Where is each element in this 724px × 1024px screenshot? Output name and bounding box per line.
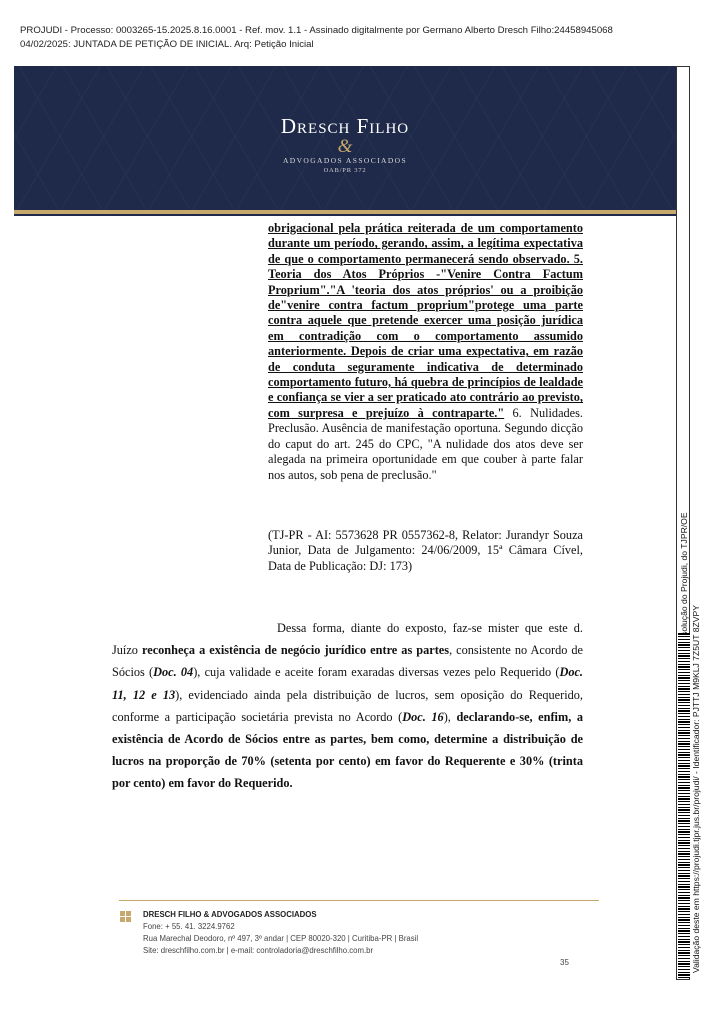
para-text-1: Dessa forma, diante do exposto, faz-se mister que este d. Juízo <box>112 621 583 658</box>
page-footer <box>143 909 603 957</box>
firm-logo-subtitle: ADVOGADOS ASSOCIADOS <box>282 156 408 165</box>
para-doc-ref-1: Doc. 04 <box>153 665 194 680</box>
footer-site-email: Site: dreschfilho.com.br | e-mail: controladoria@dreschfilho.com.br <box>143 946 374 955</box>
para-doc-ref-3: Doc. 16 <box>402 709 444 724</box>
page-number: 35 <box>560 958 569 967</box>
para-bold-1: reconheça a existência de negócio jurídico entre as partes <box>142 643 450 658</box>
request-paragraph <box>112 617 583 795</box>
firm-logo-name: Dresch Filho <box>280 114 410 138</box>
footer-logo-mark <box>120 911 138 923</box>
footer-address: Rua Marechal Deodoro, nº 497, 3º andar | CEP 80020-320 | Curitiba-PR | Brasil <box>143 934 419 943</box>
case-citation: (TJ-PR - AI: 5573628 PR 0557362-8, Relator: Jurandyr Souza Junior, Data de Julgamento: 24/06/2009, 15ª Câmara Cível, Data de Publicação: DJ: 173) <box>268 528 583 573</box>
para-text-5: ), <box>443 709 457 724</box>
barcode <box>678 633 690 978</box>
footer-divider <box>119 900 599 901</box>
digital-signature-stamp <box>20 24 660 52</box>
para-bold-2: declarando-se, enfim, a existência de Acordo de Sócios entre as partes, bem como, determine a distribuição de lucros na proporção de 70% (setenta por cento) em favor do Requerente e 30% (trinta por cento) em favor do Requerido. <box>112 709 584 791</box>
jurisprudence-quote <box>268 221 583 483</box>
footer-phone: Fone: + 55. 41. 3224.9762 <box>143 922 235 931</box>
quote-plain: 6. Nulidades. Preclusão. Ausência de manifestação oportuna. Segundo dicção do caput do art. 245 do CPC, "A nulidade dos atos deve ser alegada na primeira oportunidade em que couber à parte falar nos autos, sob pena de preclusão." <box>268 405 583 482</box>
para-text-3: ), cuja validade e aceite foram exaradas diversas vezes pelo Requerido ( <box>193 665 560 680</box>
stamp-line-1: PROJUDI - Processo: 0003265-15.2025.8.16.0001 - Ref. mov. 1.1 - Assinado digitalmente por Germano Alberto Dresch Filho:24458945068 <box>20 25 613 36</box>
stamp-line-2: 04/02/2025: JUNTADA DE PETIÇÃO DE INICIAL. Arq: Petição Inicial <box>20 39 314 50</box>
letterhead-banner <box>14 66 676 210</box>
firm-logo-ampersand: & <box>337 136 353 157</box>
sidebar-text-2: Validação deste em https://projudi.tjpr.jus.br/projudi/ - Identificador: PJTTJ M9KLJ 7Z5UT 8ZVPY <box>691 605 701 973</box>
firm-oab-number: OAB/PR 372 <box>323 167 367 174</box>
banner-navy-line <box>14 214 676 216</box>
para-doc-ref-2: Doc. 11, 12 e 13 <box>112 665 583 702</box>
para-text-2: , consistente no Acordo de Sócios ( <box>112 643 584 680</box>
para-text-4: ), evidenciado ainda pela distribuição de lucros, sem oposição do Requerido, conforme a participação societária prevista no Acordo ( <box>112 687 584 724</box>
quote-bold-underlined: obrigacional pela prática reiterada de um comportamento durante um período, gerando, assim, a legítima expectativa de que o comportamento permanecerá sendo observado. 5. Teoria dos Atos Próprios -"Venire Contra Factum Proprium"."A 'teoria dos atos próprios' ou a proibição de"venire contra factum proprium"protege uma parte contra aquele que pretende exercer uma posição jurídica em contradição com o comportamento assumido anteriormente. Depois de criar uma expectativa, em razão de conduta seguramente indicativa de determinado comportamento futuro, há quebra de princípios de lealdade e confiança se vier a ser praticado ato contrário ao previsto, com surpresa e prejuízo à contraparte." <box>268 221 583 420</box>
footer-firm-name: DRESCH FILHO & ADVOGADOS ASSOCIADOS <box>143 910 317 919</box>
